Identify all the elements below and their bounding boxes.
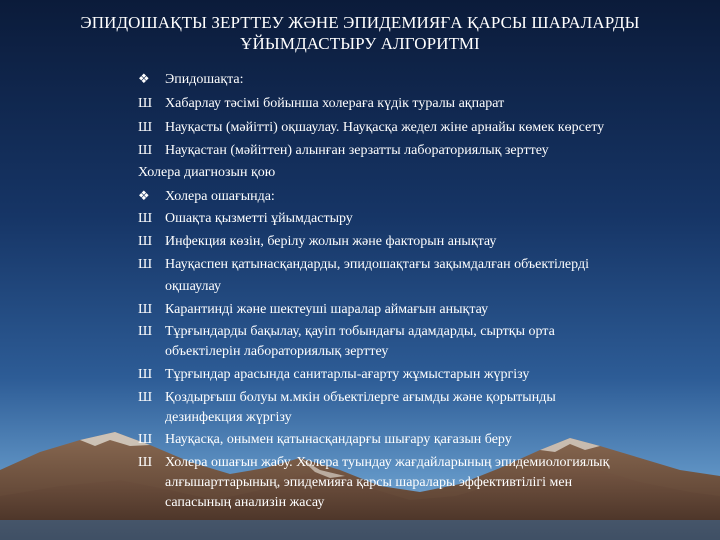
list-item-text: Науқаспен қатынасқандарды, эпидошақтағы зақымдалған объектілерді [165,257,589,272]
list-item-continuation [165,278,221,296]
bullet-marker: Ш [138,367,153,382]
list-item-text: оқшаулау [165,279,221,294]
list-item-text: Тұрғындар арасында санитарлы-ағарту жұмыстарын жүргізу [165,367,530,382]
bullet-marker: Ш [138,120,153,135]
bullet-marker: Ш [138,143,153,158]
list-item [138,119,604,137]
list-item [138,95,504,113]
list-item [138,142,549,160]
bullet-marker: Ш [138,324,153,339]
list-item [138,210,353,228]
list-item-text: Холера ошағында: [165,189,275,204]
list-item-text: дезинфекция жүргізу [165,410,292,425]
list-item-text: Тұрғындарды бақылау, қауіп тобындағы адамдарды, сыртқы орта [165,324,555,339]
list-item-text: сапасының анализін жасау [165,495,325,510]
list-item [138,454,609,472]
bullet-marker: Ш [138,432,153,447]
list-item-text: Карантинді және шектеуші шаралар аймағын анықтау [165,302,489,317]
list-item [138,366,529,384]
bullet-marker: Ш [138,455,153,470]
list-item [138,301,488,319]
list-item-continuation [165,494,324,512]
list-item [138,233,496,251]
list-item-text: алғышарттарының, эпидемияға қарсы шаралары эффективтілігі мен [165,475,573,490]
list-item-text: Холера диагнозын қою [138,165,276,180]
list-item-text: Қоздырғыш болуы м.мкін объектілерге ағымды және қорытынды [165,390,556,405]
list-item-text: Хабарлау тәсімі бойынша холераға күдік туралы ақпарат [165,96,505,111]
diamond-bullet-icon: ❖ [138,71,150,86]
list-item-text: Науқастан (мәйіттен) алынған зерзатты лабораториялық зерттеу [165,143,549,158]
title-line: ЭПИДОШАҚТЫ ЗЕРТТЕУ ЖӘНЕ ЭПИДЕМИЯҒА ҚАРСЫ ШАРАЛАРДЫ [80,13,640,32]
bullet-marker: Ш [138,390,153,405]
bullet-marker: Ш [138,257,153,272]
list-item-text: Холера ошағын жабу. Холера туындау жағдайларының эпидемиологиялық [165,455,610,470]
bullet-marker: Ш [138,302,153,317]
list-item [138,70,244,89]
list-item-text: Науқасты (мәйітті) оқшаулау. Науқасқа жедел жіне арнайы көмек көрсету [165,120,605,135]
list-item-text: Эпидошақта: [165,72,244,87]
list-item-text: объектілерін лабораториялық зерттеу [165,344,389,359]
list-item-text: Инфекция көзін, берілу жолын және факторын анықтау [165,234,497,249]
diamond-bullet-icon: ❖ [138,188,150,203]
bullet-marker: Ш [138,96,153,111]
list-item-continuation [165,343,388,361]
list-item-text: Науқасқа, онымен қатынасқандарғы шығару қағазын беру [165,432,512,447]
bullet-marker: Ш [138,234,153,249]
list-item-continuation [165,474,572,492]
title-line: ҰЙЫМДАСТЫРУ АЛГОРИТМІ [240,34,480,53]
list-item [138,164,275,182]
list-item-continuation [165,409,292,427]
list-item [138,323,555,341]
list-item [138,431,512,449]
list-item-text: Ошақта қызметті ұйымдастыру [165,211,353,226]
list-item [138,187,275,206]
list-item [138,389,556,407]
bullet-marker: Ш [138,211,153,226]
list-item [138,256,589,274]
